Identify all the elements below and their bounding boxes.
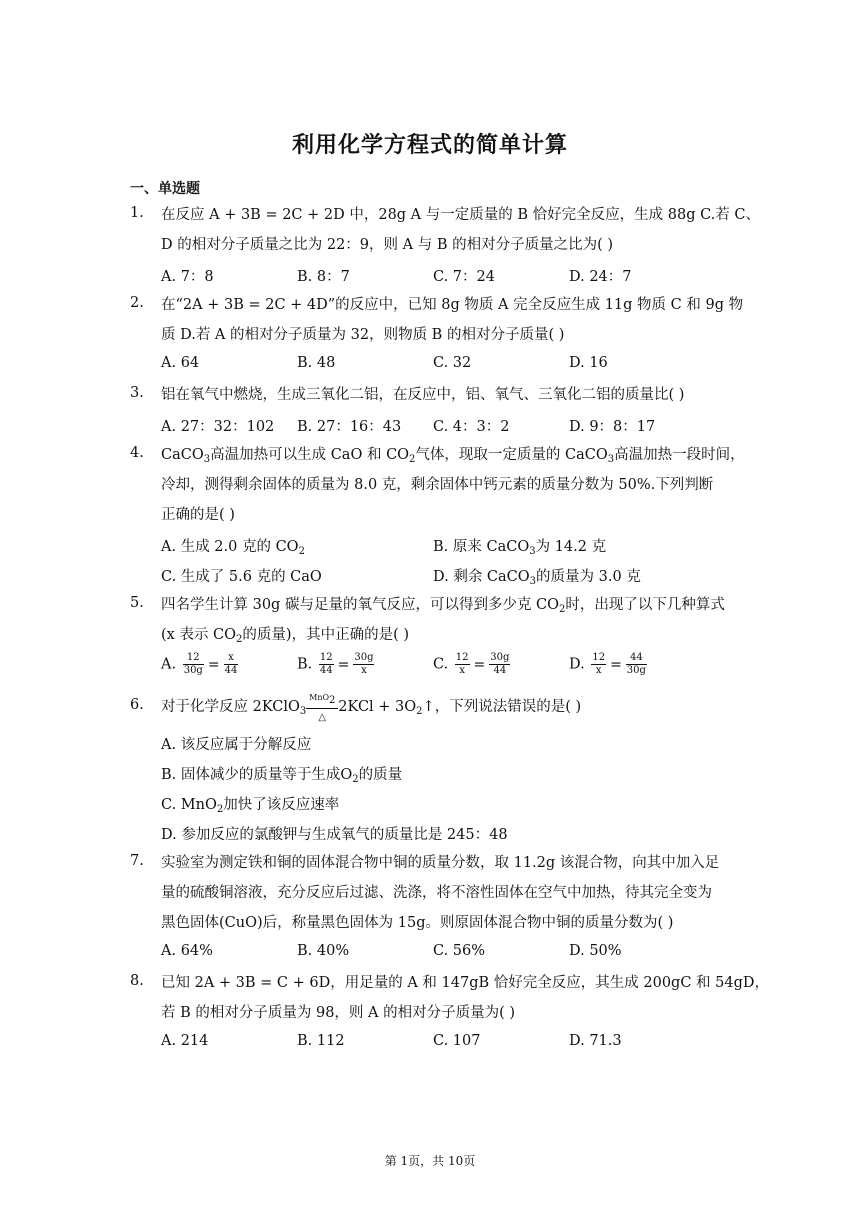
option-a: A. 7：8 (161, 269, 214, 285)
option-a: A. 64% (161, 943, 213, 959)
page-footer: 第 1页，共 10页 (384, 1154, 476, 1168)
option-c: C. MnO$_2$加快了该反应速率 (161, 797, 340, 815)
option-b: B. 固体减少的质量等于生成$O_2$的质量 (161, 767, 403, 785)
question-number: 2. (130, 295, 144, 311)
fraction: $\frac{x}{44}$ (224, 652, 238, 676)
option-d: D. $\frac{12}{x}$ = $\frac{44}{30g}$ (569, 652, 646, 676)
question-number: 8. (130, 973, 144, 989)
question-number: 6. (130, 697, 144, 713)
option-b: B. 112 (297, 1033, 345, 1049)
option-c: C. 7：24 (433, 269, 495, 285)
option-d: D. 50% (569, 943, 622, 959)
option-c: C. 107 (433, 1033, 481, 1049)
question-text: CaCO$_3$高温加热可以生成 CaO 和 $CO_2$气体，现取一定质量的 CaCO$_3$高温加热一段时间， (161, 447, 745, 465)
option-d: D. 71.3 (569, 1033, 622, 1049)
question-text: 实验室为测定铁和铜的固体混合物中铜的质量分数，取 11.2g 该混合物，向其中加入足 (161, 855, 720, 871)
fraction: $\frac{12}{x}$ (592, 652, 606, 676)
option-c: C. $\frac{12}{x}$ = $\frac{30g}{44}$ (433, 652, 510, 676)
fraction: $\frac{12}{44}$ (319, 652, 333, 676)
option-d: D. 24：7 (569, 269, 632, 285)
page-title: 利用化学方程式的简单计算 (291, 133, 568, 158)
fraction: $\frac{12}{x}$ (455, 652, 469, 676)
fraction: $\frac{12}{30g}$ (183, 652, 203, 676)
question-text: 在“2A + 3B = 2C + 4D”的反应中，已知 8g 物质 A 完全反应生成 11g 物质 C 和 9g 物 (161, 297, 744, 313)
option-b: B. $\frac{12}{44}$ = $\frac{30g}{x}$ (297, 652, 374, 676)
question-text: 质 D.若 A 的相对分子质量为 32，则物质 B 的相对分子质量( ) (161, 327, 565, 343)
question-text: 若 B 的相对分子质量为 98，则 A 的相对分子质量为( ) (161, 1005, 516, 1021)
question-text: 在反应 A + 3B = 2C + 2D 中，28g A 与一定质量的 B 恰好完全反应，生成 88g C.若 C、 (161, 207, 760, 223)
question-number: 7. (130, 853, 144, 869)
option-c: C. 56% (433, 943, 486, 959)
option-b: B. 40% (297, 943, 350, 959)
fraction: $\frac{44}{30g}$ (626, 652, 646, 676)
question-text: 对于化学反应 2KClO$_3$ MnO$_2$ △ $2KCl + 3O_2↑$，下列说法错误的是( ) (161, 692, 582, 723)
option-c: C. 32 (433, 355, 472, 371)
option-c: C. 4：3：2 (433, 419, 510, 435)
question-text: 四名学生计算 30g 碳与足量的氧气反应，可以得到多少克 $CO_2$时，出现了以下几种算式 (161, 597, 725, 615)
option-a: A. $\frac{12}{30g}$ = $\frac{x}{44}$ (161, 652, 238, 676)
option-b: B. 原来 CaCO$_3$为 14.2 克 (433, 539, 607, 557)
option-a: A. 生成 2.0 克的 $CO_2$ (161, 539, 305, 557)
reaction-arrow: MnO$_2$ △ (306, 706, 338, 709)
question-text: 正确的是( ) (161, 507, 235, 523)
question-number: 4. (130, 445, 144, 461)
question-text: 冷却，测得剩余固体的质量为 8.0 克，剩余固体中钙元素的质量分数为 50%.下列判断 (161, 477, 714, 493)
option-b: B. 27：16：43 (297, 419, 402, 435)
option-a: A. 214 (161, 1033, 209, 1049)
question-number: 5. (130, 595, 144, 611)
question-text: 铝在氧气中燃烧，生成三氧化二铝，在反应中，铝、氧气、三氧化二铝的质量比( ) (161, 387, 685, 403)
option-d: D. 剩余 CaCO$_3$的质量为 3.0 克 (433, 569, 641, 587)
question-text: D 的相对分子质量之比为 22：9，则 A 与 B 的相对分子质量之比为( ) (161, 237, 614, 253)
question-text: 量的硫酸铜溶液，充分反应后过滤、洗涤，将不溶性固体在空气中加热，待其完全变为 (161, 885, 712, 901)
option-d: D. 9：8：17 (569, 419, 656, 435)
question-text: 已知 2A + 3B = C + 6D，用足量的 A 和 147gB 恰好完全反应，其生成 200gC 和 54gD， (161, 975, 769, 991)
section-heading: 一、单选题 (130, 181, 200, 197)
option-d: D. 参加反应的氯酸钾与生成氧气的质量比是 245：48 (161, 827, 508, 843)
option-d: D. 16 (569, 355, 608, 371)
option-a: A. 该反应属于分解反应 (161, 737, 312, 753)
question-text: 黑色固体(CuO)后，称量黑色固体为 15g。则原固体混合物中铜的质量分数为( ) (161, 915, 674, 931)
option-b: B. 48 (297, 355, 336, 371)
question-number: 1. (130, 205, 144, 221)
option-a: A. 27：32：102 (161, 419, 275, 435)
option-b: B. 8：7 (297, 269, 350, 285)
chemical-equation: 2KClO$_3$ MnO$_2$ △ $2KCl + 3O_2$ (252, 692, 423, 723)
option-c: C. 生成了 5.6 克的 CaO (161, 569, 322, 585)
fraction: $\frac{30g}{44}$ (490, 652, 510, 676)
question-text: (x 表示 $CO_2$的质量)，其中正确的是( ) (161, 627, 410, 645)
question-number: 3. (130, 385, 144, 401)
fraction: $\frac{30g}{x}$ (354, 652, 374, 676)
option-a: A. 64 (161, 355, 200, 371)
